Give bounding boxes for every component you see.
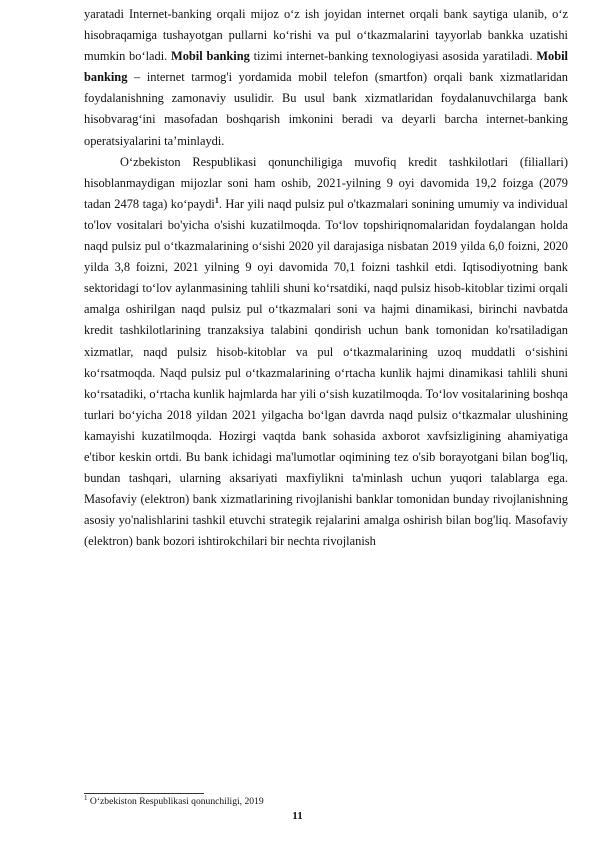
footnote-number: 1: [84, 793, 88, 802]
footnote-reference: 1: [214, 195, 219, 205]
paragraph-1: [84, 4, 568, 152]
body-text: [84, 4, 568, 552]
paragraph-1-text-b: tizimi internet-banking texnologiyasi asosida yaratiladi.: [249, 49, 537, 64]
page-number: 11: [292, 810, 303, 822]
mobile-banking-term-2: Mobil banking: [84, 49, 568, 85]
footnote: [84, 793, 568, 808]
paragraph-1-text-c: – internet tarmog'i yordamida mobil telefon (smartfon) orqali bank xizmatlaridan foydalanishning zamonaviy usulidir. Bu usul bank xizmatlaridan foydalanuvchilarga bank hisobvarag‘ini masofadan boshqarish imkonini beradi va deyarli barcha internet-banking operatsiyalarini ta’minlaydi.: [84, 70, 568, 148]
paragraph-2-text-a: O‘zbekiston Respublikasi qonunchiligiga muvofiq kredit tashkilotlari (filiallari) hisoblanmaydigan mijozlar soni ham oshib, 2021-yilning 9 oyi davomida 19,2 foizga (2079 tadan 2478 taga) ko‘paydi: [84, 154, 568, 211]
footnote-divider: [84, 793, 204, 794]
footnote-text: O‘zbekiston Respublikasi qonunchiligi, 2019: [87, 796, 264, 807]
paragraph-2-text-b: . Har yili naqd pulsiz pul o'tkazmalari sonining umumiy va individual to'lov vositalari bo'yicha o'sishi kuzatilmoqda. To‘lov topshiriqnomalaridan foydalangan holda naqd pulsiz pul o‘tkazmalarining o‘sishi 2020 yil darajasiga nisbatan 2019 yilda 6,0 foizni, 2020 yilda 3,8 foizni, 2021 yilning 9 oyi davomida 70,1 foizni tashkil etdi. Iqtisodiyotning bank sektoridagi to‘lov aylanmasining tahlili shuni ko‘rsatdiki, naqd pulsiz hisob-kitoblar tizimi orqali amalga oshirilgan naqd pulsiz pul o‘tkazmalari soni va hajmi dinamikasi, birinchi navbatda kredit tashkilotlarining tranzaksiya talabini qondirish uchun bank tomonidan ko'rsatiladigan xizmatlar, naqd pulsiz hisob-kitoblar va pul o‘tkazmalarining uzoq muddatli o‘sishini ko‘rsatmoqda. Naqd pulsiz pul o‘tkazmalarining o‘rtacha kunlik hajmi dinamikasi tahlili shuni ko‘rsatadiki, o‘rtacha kunlik hajmlarda har yili o‘sish kuzatilmoqda. To‘lov vositalarining boshqa turlari bo‘yicha 2018 yildan 2021 yilgacha bo‘lgan davrda naqd pulsiz o‘tkazmalar ulushining kamayishi kuzatilmoqda. Hozirgi vaqtda bank sohasida axborot xavfsizligining ahamiyatiga e'tibor keskin ortdi. Bu bank ichidagi ma'lumotlar oqimining tez o'sib borayotgani bilan bog'liq, bundan tashqari, ularning aksariyati maxfiylikni ta'minlash uchun yuqori talablarga ega. Masofaviy (elektron) bank xizmatlarining rivojlanishi banklar tomonidan bunday rivojlanishning asosiy yo'nalishlarini tashkil etuvchi strategik rejalarini amalga oshirish bilan bog'liq. Masofaviy (elektron) bank bozori ishtirokchilari bir nechta rivojlanish: [84, 196, 568, 549]
paragraph-2: [84, 152, 568, 553]
paragraph-1-text-a: yaratadi Internet-banking orqali mijoz o‘z ish joyidan internet orqali bank saytiga ulanib, o‘z hisobraqamiga tushayotgan pullarni ko‘rishi va pul o‘tkazmalarini tayyorlab bankka uzatishi mumkin bo‘ladi.: [84, 7, 568, 64]
mobile-banking-term-1: Mobil banking: [171, 49, 250, 64]
